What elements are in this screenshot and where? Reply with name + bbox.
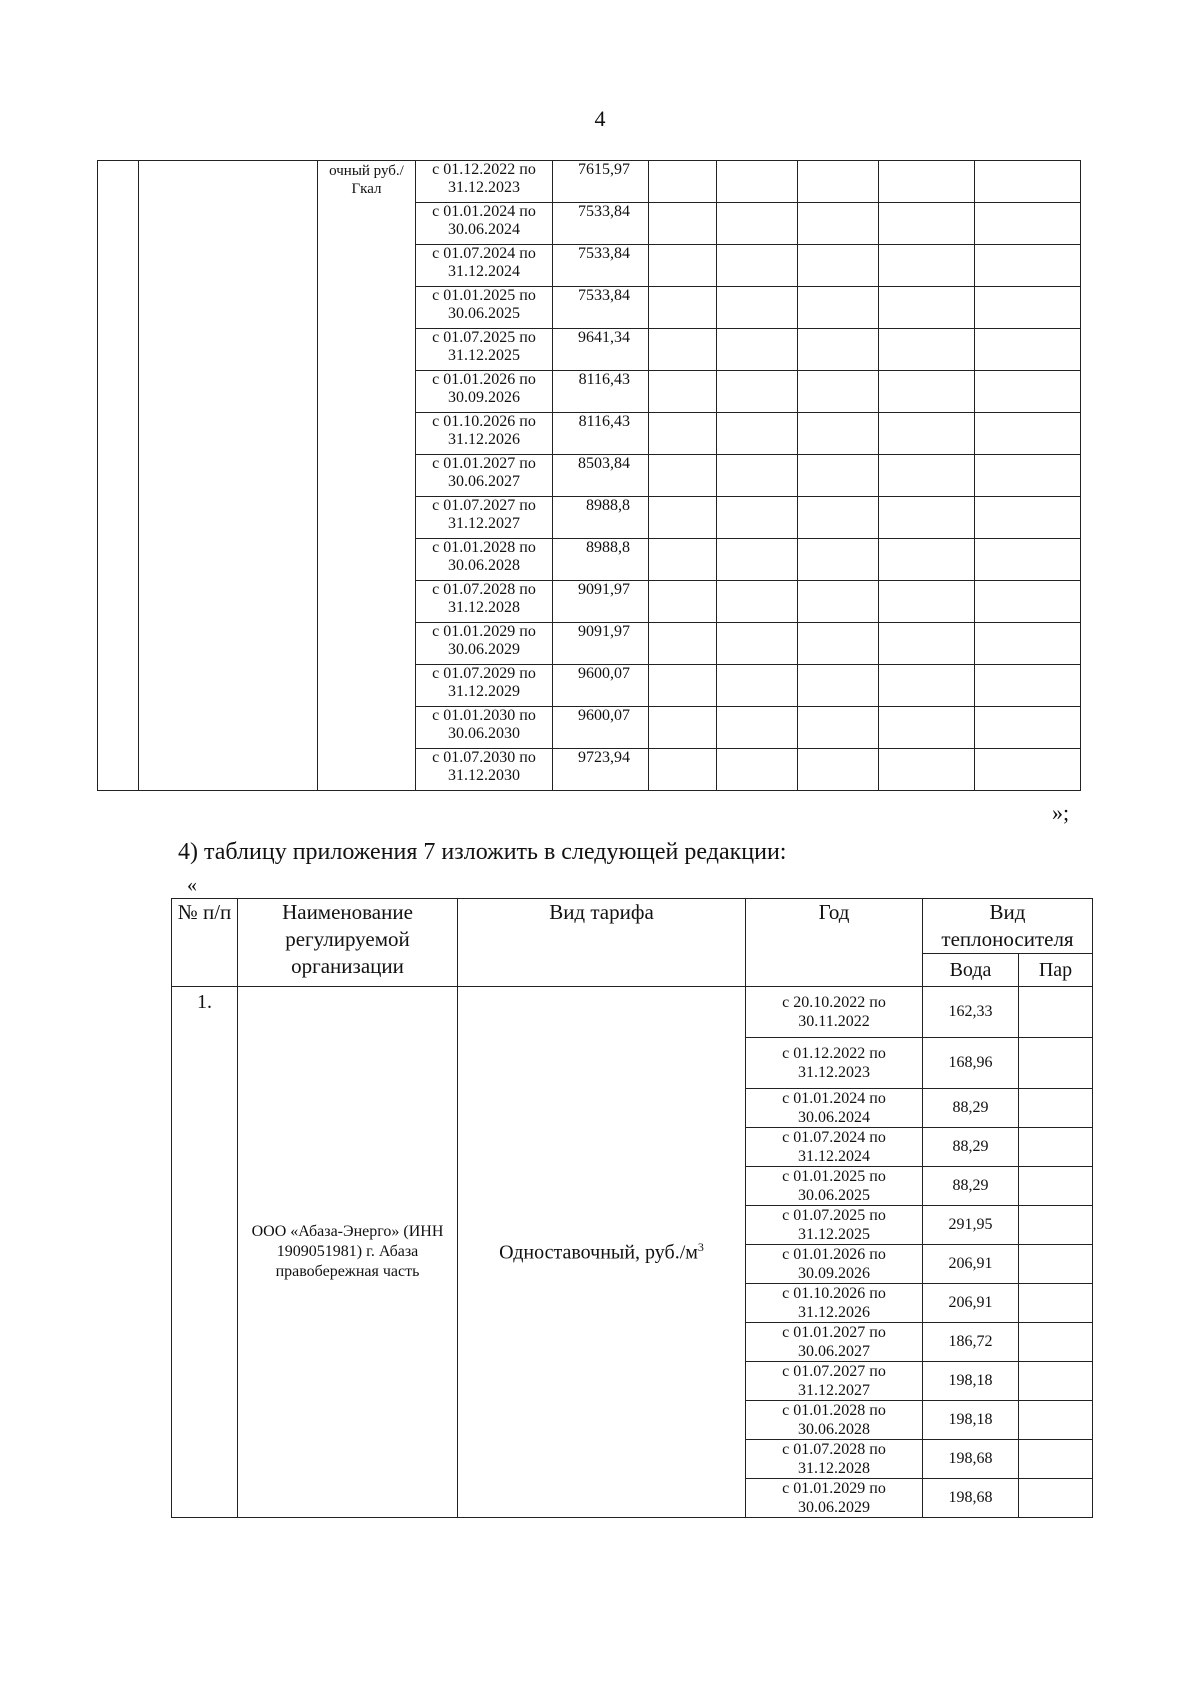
empty-cell xyxy=(798,161,879,203)
tariff-value-cell: 7615,97 xyxy=(553,161,649,203)
tariff-value-cell: 7533,84 xyxy=(553,203,649,245)
empty-cell xyxy=(798,287,879,329)
water-value-cell: 291,95 xyxy=(923,1206,1019,1245)
empty-cell xyxy=(975,497,1081,539)
empty-cell xyxy=(879,623,975,665)
period-cell: с 01.01.2026 по 30.09.2026 xyxy=(746,1245,923,1284)
steam-value-cell xyxy=(1019,1206,1093,1245)
appendix-7-table xyxy=(171,898,1093,1518)
empty-cell xyxy=(798,203,879,245)
empty-cell xyxy=(798,539,879,581)
water-value-cell: 88,29 xyxy=(923,1128,1019,1167)
empty-cell xyxy=(649,665,717,707)
water-value-cell: 88,29 xyxy=(923,1167,1019,1206)
tariff-value-cell: 9641,34 xyxy=(553,329,649,371)
period-cell: с 01.07.2027 по 31.12.2027 xyxy=(416,497,553,539)
tariff-value-cell: 8116,43 xyxy=(553,371,649,413)
empty-cell xyxy=(717,749,798,791)
steam-value-cell xyxy=(1019,1038,1093,1089)
period-cell: с 01.01.2026 по 30.09.2026 xyxy=(416,371,553,413)
tariff-value-cell: 9723,94 xyxy=(553,749,649,791)
tariff-value-cell: 8988,8 xyxy=(553,497,649,539)
empty-cell xyxy=(975,539,1081,581)
steam-value-cell xyxy=(1019,1362,1093,1401)
empty-cell xyxy=(975,413,1081,455)
empty-cell xyxy=(879,665,975,707)
empty-cell xyxy=(717,413,798,455)
empty-cell xyxy=(717,329,798,371)
water-value-cell: 206,91 xyxy=(923,1245,1019,1284)
water-value-cell: 162,33 xyxy=(923,987,1019,1038)
tariff-value-cell: 7533,84 xyxy=(553,245,649,287)
period-cell: с 01.01.2027 по 30.06.2027 xyxy=(746,1323,923,1362)
period-cell: с 01.07.2028 по 31.12.2028 xyxy=(746,1440,923,1479)
page-number: 4 xyxy=(594,106,606,131)
empty-cell xyxy=(98,161,139,791)
tariff-value-cell: 9091,97 xyxy=(553,581,649,623)
tariff-value-cell: 8116,43 xyxy=(553,413,649,455)
empty-cell xyxy=(649,287,717,329)
empty-cell xyxy=(649,329,717,371)
empty-cell xyxy=(975,707,1081,749)
empty-cell xyxy=(717,665,798,707)
period-cell: с 01.12.2022 по 31.12.2023 xyxy=(416,161,553,203)
empty-cell xyxy=(649,161,717,203)
period-cell: с 01.07.2029 по 31.12.2029 xyxy=(416,665,553,707)
header-num: № п/п xyxy=(172,899,238,987)
tariff-unit-exponent: 3 xyxy=(697,1239,704,1254)
period-cell: с 01.07.2025 по 31.12.2025 xyxy=(746,1206,923,1245)
period-cell: с 01.01.2024 по 30.06.2024 xyxy=(416,203,553,245)
empty-cell xyxy=(879,329,975,371)
empty-cell xyxy=(798,581,879,623)
steam-value-cell xyxy=(1019,1128,1093,1167)
empty-cell xyxy=(975,581,1081,623)
empty-cell xyxy=(879,581,975,623)
period-cell: с 01.12.2022 по 31.12.2023 xyxy=(746,1038,923,1089)
empty-cell xyxy=(798,749,879,791)
empty-cell xyxy=(879,413,975,455)
header-tariff-type: Вид тарифа xyxy=(458,899,746,987)
empty-cell xyxy=(879,371,975,413)
period-cell: с 01.07.2024 по 31.12.2024 xyxy=(416,245,553,287)
header-water: Вода xyxy=(923,954,1019,987)
water-value-cell: 198,18 xyxy=(923,1401,1019,1440)
period-cell: с 01.07.2030 по 31.12.2030 xyxy=(416,749,553,791)
empty-cell xyxy=(879,245,975,287)
empty-cell xyxy=(649,455,717,497)
empty-cell xyxy=(717,245,798,287)
empty-cell xyxy=(975,455,1081,497)
opening-quote: « xyxy=(187,874,197,896)
tariff-value-cell: 9600,07 xyxy=(553,665,649,707)
empty-cell xyxy=(879,287,975,329)
empty-cell xyxy=(879,203,975,245)
closing-quote: »; xyxy=(1052,800,1070,825)
empty-cell xyxy=(798,707,879,749)
empty-cell xyxy=(139,161,318,791)
empty-cell xyxy=(975,749,1081,791)
tariff-value-cell: 8503,84 xyxy=(553,455,649,497)
empty-cell xyxy=(879,749,975,791)
water-value-cell: 168,96 xyxy=(923,1038,1019,1089)
empty-cell xyxy=(798,245,879,287)
steam-value-cell xyxy=(1019,1284,1093,1323)
tariff-value-cell: 8988,8 xyxy=(553,539,649,581)
water-value-cell: 88,29 xyxy=(923,1089,1019,1128)
empty-cell xyxy=(717,371,798,413)
empty-cell xyxy=(798,329,879,371)
empty-cell xyxy=(798,497,879,539)
table-row xyxy=(172,987,1093,1038)
header-steam: Пар xyxy=(1019,954,1093,987)
water-value-cell: 198,18 xyxy=(923,1362,1019,1401)
tariff-value-cell: 7533,84 xyxy=(553,287,649,329)
empty-cell xyxy=(879,707,975,749)
empty-cell xyxy=(975,287,1081,329)
water-value-cell: 186,72 xyxy=(923,1323,1019,1362)
period-cell: с 01.01.2029 по 30.06.2029 xyxy=(416,623,553,665)
empty-cell xyxy=(975,203,1081,245)
period-cell: с 01.07.2027 по 31.12.2027 xyxy=(746,1362,923,1401)
empty-cell xyxy=(649,707,717,749)
tariff-value-cell: 9600,07 xyxy=(553,707,649,749)
empty-cell xyxy=(798,371,879,413)
steam-value-cell xyxy=(1019,1167,1093,1206)
empty-cell xyxy=(975,623,1081,665)
instruction-text: 4) таблицу приложения 7 изложить в следующей редакции: xyxy=(178,839,787,865)
empty-cell xyxy=(879,539,975,581)
empty-cell xyxy=(649,371,717,413)
empty-cell xyxy=(975,371,1081,413)
steam-value-cell xyxy=(1019,1440,1093,1479)
period-cell: с 01.01.2028 по 30.06.2028 xyxy=(416,539,553,581)
steam-value-cell xyxy=(1019,987,1093,1038)
water-value-cell: 198,68 xyxy=(923,1479,1019,1518)
empty-cell xyxy=(649,581,717,623)
tariff-table-continued xyxy=(97,160,1081,791)
period-cell: с 01.10.2026 по 31.12.2026 xyxy=(746,1284,923,1323)
empty-cell xyxy=(649,497,717,539)
tariff-type xyxy=(458,987,746,1518)
row-number: 1. xyxy=(172,987,238,1518)
empty-cell xyxy=(717,203,798,245)
steam-value-cell xyxy=(1019,1245,1093,1284)
empty-cell xyxy=(717,455,798,497)
empty-cell xyxy=(879,497,975,539)
period-cell: с 01.01.2030 по 30.06.2030 xyxy=(416,707,553,749)
water-value-cell: 206,91 xyxy=(923,1284,1019,1323)
period-cell: с 01.07.2025 по 31.12.2025 xyxy=(416,329,553,371)
steam-value-cell xyxy=(1019,1401,1093,1440)
empty-cell xyxy=(717,287,798,329)
empty-cell xyxy=(975,665,1081,707)
period-cell: с 01.01.2025 по 30.06.2025 xyxy=(416,287,553,329)
steam-value-cell xyxy=(1019,1323,1093,1362)
period-cell: с 01.01.2025 по 30.06.2025 xyxy=(746,1167,923,1206)
empty-cell xyxy=(649,203,717,245)
organization-name: ООО «Абаза-Энерго» (ИНН 1909051981) г. Абаза правобережная часть xyxy=(238,987,458,1518)
period-cell: с 01.07.2024 по 31.12.2024 xyxy=(746,1128,923,1167)
empty-cell xyxy=(717,581,798,623)
tariff-value-cell: 9091,97 xyxy=(553,623,649,665)
header-heat-carrier: Вид теплоносителя xyxy=(923,899,1093,954)
period-cell: с 20.10.2022 по 30.11.2022 xyxy=(746,987,923,1038)
empty-cell xyxy=(649,749,717,791)
header-year: Год xyxy=(746,899,923,987)
unit-label: очный руб./Гкал xyxy=(318,161,416,791)
header-organization: Наименование регулируемой организации xyxy=(238,899,458,987)
steam-value-cell xyxy=(1019,1479,1093,1518)
empty-cell xyxy=(717,497,798,539)
table-row xyxy=(98,161,1081,203)
period-cell: с 01.10.2026 по 31.12.2026 xyxy=(416,413,553,455)
empty-cell xyxy=(717,161,798,203)
period-cell: с 01.01.2028 по 30.06.2028 xyxy=(746,1401,923,1440)
empty-cell xyxy=(798,665,879,707)
empty-cell xyxy=(975,161,1081,203)
empty-cell xyxy=(798,413,879,455)
steam-value-cell xyxy=(1019,1089,1093,1128)
water-value-cell: 198,68 xyxy=(923,1440,1019,1479)
empty-cell xyxy=(798,623,879,665)
empty-cell xyxy=(649,623,717,665)
empty-cell xyxy=(975,245,1081,287)
empty-cell xyxy=(649,245,717,287)
period-cell: с 01.01.2024 по 30.06.2024 xyxy=(746,1089,923,1128)
empty-cell xyxy=(717,623,798,665)
empty-cell xyxy=(717,707,798,749)
tariff-type-label: Одноставочный, руб./м xyxy=(499,1241,698,1264)
period-cell: с 01.07.2028 по 31.12.2028 xyxy=(416,581,553,623)
empty-cell xyxy=(649,539,717,581)
empty-cell xyxy=(879,455,975,497)
empty-cell xyxy=(649,413,717,455)
empty-cell xyxy=(975,329,1081,371)
empty-cell xyxy=(879,161,975,203)
period-cell: с 01.01.2029 по 30.06.2029 xyxy=(746,1479,923,1518)
period-cell: с 01.01.2027 по 30.06.2027 xyxy=(416,455,553,497)
empty-cell xyxy=(798,455,879,497)
empty-cell xyxy=(717,539,798,581)
